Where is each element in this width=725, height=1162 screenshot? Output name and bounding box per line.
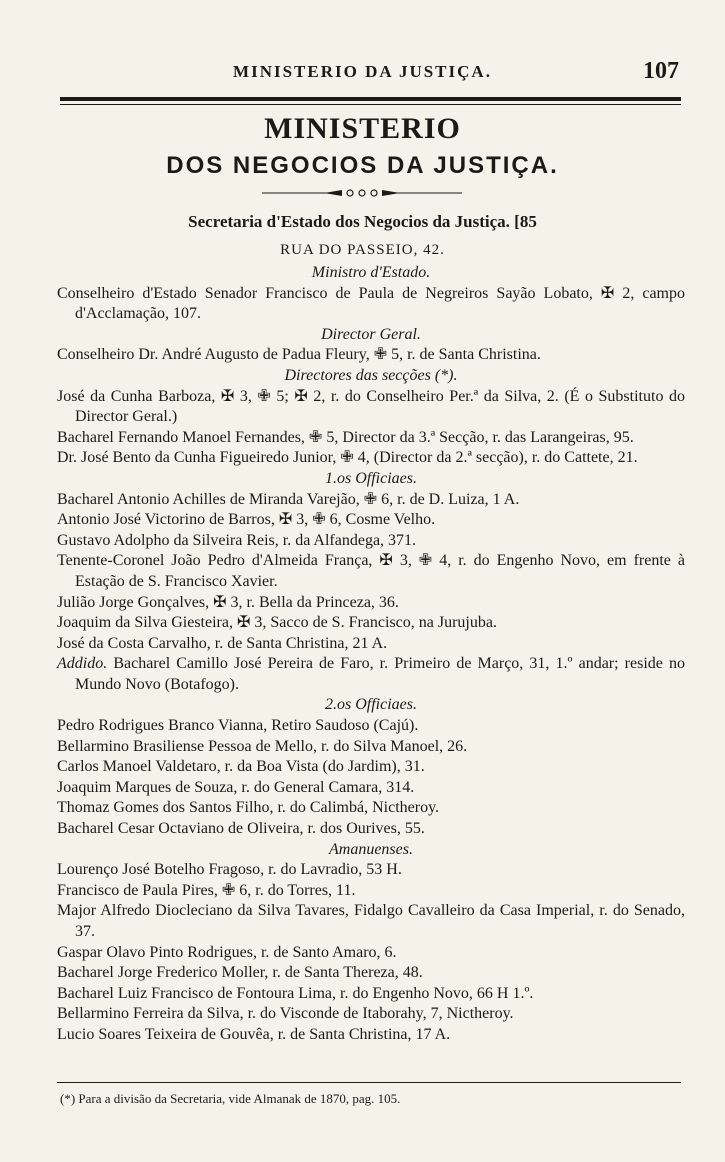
- heading-ministro: Ministro d'Estado.: [311, 264, 431, 281]
- footnote: (*) Para a divisão da Secretaria, vide Almanak de 1870, pag. 105.: [60, 1091, 401, 1106]
- heading-directores: Directores das secções (*).: [284, 366, 458, 384]
- entry-amanuenses-1: Lourenço José Botelho Fragoso, r. do Lavradio, 53 H.: [57, 861, 402, 879]
- entry-officiaes1-3: Gustavo Adolpho da Silveira Reis, r. da Alfandega, 371.: [57, 531, 417, 549]
- entry-directores-3: Dr. José Bento da Cunha Figueiredo Junior, ✙ 4, (Director da 2.ª secção), r. do Cattete, 21.: [57, 449, 638, 467]
- footnote-rule: [57, 1082, 681, 1083]
- entry-officiaes1-7: José da Costa Carvalho, r. de Santa Christina, 21 A.: [57, 634, 388, 652]
- entry-directores-1: José da Cunha Barboza, ✠ 3, ✙ 5; ✠ 2, r. do Conselheiro Per.ª da Silva, 2. (É o Substituto do Director Geral.): [57, 387, 685, 426]
- heading-segundos-officiaes: 2.os Officiaes.: [325, 696, 417, 714]
- entry-amanuenses-5: Bacharel Jorge Frederico Moller, r. de Santa Thereza, 48.: [57, 964, 423, 982]
- entry-amanuenses-7: Bellarmino Ferreira da Silva, r. do Visconde de Itaborahy, 7, Nictheroy.: [57, 1005, 514, 1023]
- entry-amanuenses-2: Francisco de Paula Pires, ✙ 6, r. do Torres, 11.: [57, 881, 356, 899]
- entry-directores-2: Bacharel Fernando Manoel Fernandes, ✙ 5, Director da 3.ª Secção, r. das Larangeiras, 95.: [57, 428, 634, 446]
- running-header: [0, 58, 725, 88]
- directory-body: [57, 263, 685, 1046]
- entry-officiaes2-3: Carlos Manoel Valdetaro, r. da Boa Vista (do Jardim), 31.: [57, 758, 425, 776]
- page-number: 107: [643, 58, 679, 84]
- addido-label: Addido.: [57, 655, 108, 673]
- sub-title: DOS NEGOCIOS DA JUSTIÇA.: [166, 152, 559, 179]
- entry-officiaes1-5: Julião Jorge Gonçalves, ✠ 3, r. Bella da Princeza, 36.: [57, 593, 399, 611]
- entry-officiaes1-2: Antonio José Victorino de Barros, ✠ 3, ✙ 6, Cosme Velho.: [57, 511, 436, 529]
- entry-officiaes2-2: Bellarmino Brasiliense Pessoa de Mello, r. do Silva Manoel, 26.: [57, 737, 468, 755]
- entry-ministro: Conselheiro d'Estado Senador Francisco de Paula de Negreiros Sayão Lobato, ✠ 2, campo d'Acclamação, 107.: [57, 284, 685, 323]
- main-title: MINISTERIO: [264, 112, 461, 145]
- entry-officiaes1-4: Tenente-Coronel João Pedro d'Almeida França, ✠ 3, ✙ 4, r. do Engenho Novo, em frente à Estação de S. Francisco Xavier.: [57, 552, 685, 590]
- running-title: MINISTERIO DA JUSTIÇA.: [233, 62, 492, 81]
- header-rule-thick: [60, 97, 681, 101]
- entry-officiaes2-1: Pedro Rodrigues Branco Vianna, Retiro Saudoso (Cajú).: [57, 717, 419, 735]
- heading-primeiros-officiaes: 1.os Officiaes.: [325, 469, 417, 487]
- section-heading: Secretaria d'Estado dos Negocios da Justiça. [85: [188, 212, 537, 231]
- section-address: RUA DO PASSEIO, 42.: [280, 242, 445, 258]
- ornament-divider: [262, 188, 462, 198]
- header-rule-thin: [60, 104, 681, 105]
- entry-officiaes2-4: Joaquim Marques de Souza, r. do General Camara, 314.: [57, 778, 415, 796]
- entry-officiaes2-6: Bacharel Cesar Octaviano de Oliveira, r. dos Ourives, 55.: [57, 820, 425, 838]
- entry-director-geral: Conselheiro Dr. André Augusto de Padua Fleury, ✙ 5, r. de Santa Christina.: [57, 346, 541, 364]
- entry-amanuenses-8: Lucio Soares Teixeira de Gouvêa, r. de Santa Christina, 17 A.: [57, 1025, 451, 1043]
- entry-addido: [57, 654, 685, 695]
- entry-officiaes1-6: Joaquim da Silva Giesteira, ✠ 3, Sacco de S. Francisco, na Jurujuba.: [57, 614, 497, 632]
- addido-text: Bacharel Camillo José Pereira de Faro, r. Primeiro de Março, 31, 1.º andar; reside no Mundo Novo (Botafogo).: [75, 655, 685, 693]
- entry-amanuenses-6: Bacharel Luiz Francisco de Fontoura Lima, r. do Engenho Novo, 66 H 1.º.: [57, 984, 534, 1002]
- heading-amanuenses: Amanuenses.: [329, 840, 413, 858]
- entry-officiaes1-1: Bacharel Antonio Achilles de Miranda Varejão, ✙ 6, r. de D. Luiza, 1 A.: [57, 490, 520, 508]
- entry-officiaes2-5: Thomaz Gomes dos Santos Filho, r. do Calimbá, Nictheroy.: [57, 799, 440, 817]
- entry-amanuenses-4: Gaspar Olavo Pinto Rodrigues, r. de Santo Amaro, 6.: [57, 943, 397, 961]
- entry-amanuenses-3: Major Alfredo Diocleciano da Silva Tavares, Fidalgo Cavalleiro da Casa Imperial, r. do Senado, 37.: [57, 902, 685, 940]
- heading-director-geral: Director Geral.: [321, 325, 421, 343]
